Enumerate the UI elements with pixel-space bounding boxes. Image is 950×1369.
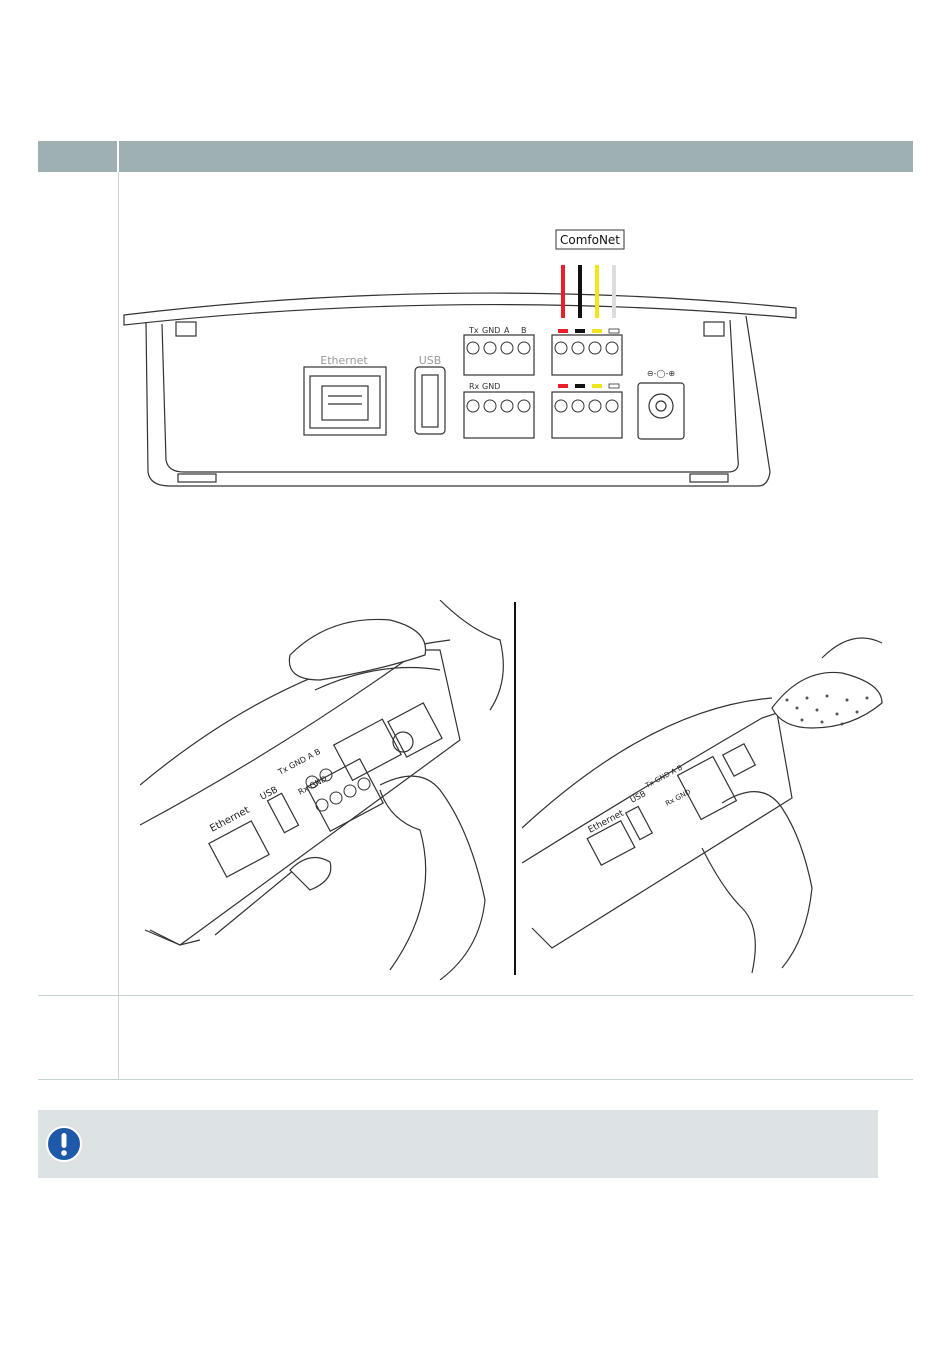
header-step-label bbox=[38, 141, 50, 172]
left-tx-label: Tx GND A B bbox=[276, 746, 323, 777]
illustration-divider bbox=[514, 602, 516, 975]
table-header-action bbox=[119, 141, 913, 172]
terminal-b-label: B bbox=[521, 326, 527, 335]
exclamation-icon bbox=[46, 1126, 82, 1162]
usb-port-label: USB bbox=[418, 354, 442, 367]
header-action-label bbox=[119, 141, 131, 172]
connection-box-front-view bbox=[118, 220, 808, 500]
installation-illustration-right bbox=[522, 628, 892, 978]
left-usb-label: USB bbox=[258, 785, 280, 803]
important-note bbox=[38, 1110, 878, 1178]
right-ethernet-label: Ethernet bbox=[586, 808, 626, 836]
installation-illustration-left bbox=[140, 600, 510, 980]
comfonet-wires bbox=[563, 265, 614, 318]
ethernet-port-label: Ethernet bbox=[320, 354, 368, 367]
left-ethernet-label: Ethernet bbox=[208, 804, 252, 835]
row-divider-2 bbox=[38, 1079, 913, 1080]
power-jack-label: ⊖-◯-⊕ bbox=[646, 369, 676, 378]
terminal-gnd-label: GND bbox=[482, 326, 501, 335]
right-usb-label: USB bbox=[628, 789, 648, 805]
row-divider-1 bbox=[38, 995, 913, 996]
terminal-tx-label: Tx bbox=[469, 326, 479, 335]
right-rx-label: Rx GND bbox=[664, 787, 693, 808]
table-header-step bbox=[38, 141, 117, 172]
right-tx-label: Tx GND A B bbox=[644, 763, 684, 790]
comfonet-label: ComfoNet bbox=[559, 233, 621, 247]
terminal-rx-gnd-label: GND bbox=[482, 382, 501, 391]
terminal-a-label: A bbox=[504, 326, 510, 335]
left-rx-label: Rx GND bbox=[296, 774, 329, 797]
terminal-rx-label: Rx bbox=[469, 382, 480, 391]
